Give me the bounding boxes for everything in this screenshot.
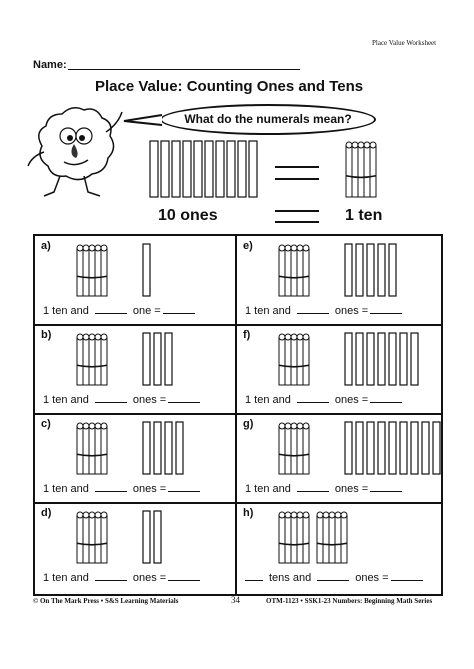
single-stick: [154, 511, 161, 563]
single-stick: [389, 422, 396, 474]
answer-start-text: 1 ten and: [245, 483, 291, 495]
ten-stick-bundle: [77, 423, 107, 474]
answer-start-text: 1 ten and: [245, 394, 291, 406]
single-stick: [249, 141, 257, 197]
problems-grid: [33, 234, 443, 596]
problem-sticks: [77, 331, 247, 389]
single-stick: [389, 244, 396, 296]
answer-start-text: 1 ten and: [43, 305, 89, 317]
mascot-illustration: [22, 96, 132, 206]
single-stick: [216, 141, 224, 197]
total-blank[interactable]: [391, 571, 423, 581]
ten-stick-bundle: [77, 512, 107, 563]
answer-line: [245, 393, 402, 406]
problem-sticks: [77, 242, 247, 300]
single-stick: [165, 422, 172, 474]
answer-start-text: 1 ten and: [43, 572, 89, 584]
single-stick: [165, 333, 172, 385]
problem-sticks: [279, 420, 449, 478]
single-stick: [227, 141, 235, 197]
total-blank[interactable]: [370, 393, 402, 403]
answer-line: [245, 571, 423, 584]
total-blank[interactable]: [168, 571, 200, 581]
answer-middle-text: ones =: [355, 572, 389, 584]
answer-middle-text: ones =: [132, 483, 167, 495]
ten-stick-bundle: [77, 245, 107, 296]
problem-cell: [237, 414, 437, 503]
ten-stick-bundle: [279, 423, 309, 474]
footer-page-number: 34: [231, 595, 240, 605]
problem-letter: h): [243, 507, 254, 519]
problem-letter: e): [243, 240, 253, 252]
single-stick: [345, 422, 352, 474]
name-label: Name:: [33, 59, 67, 71]
single-stick: [400, 422, 407, 474]
ones-blank[interactable]: [317, 571, 349, 581]
single-stick: [183, 141, 191, 197]
single-stick: [378, 422, 385, 474]
name-line: [68, 69, 300, 70]
footer-series: OTM-1123 • SSK1-23 Numbers: Beginning Math Series: [266, 597, 433, 605]
problem-cell: [237, 236, 437, 325]
ten-stick-bundle: [279, 512, 309, 563]
answer-line: [43, 571, 200, 584]
ones-blank[interactable]: [95, 304, 127, 314]
ten-bundle: [346, 141, 376, 201]
ones-text: 10 ones: [158, 207, 218, 224]
single-stick: [345, 244, 352, 296]
ten-single-sticks: [150, 141, 260, 201]
problem-letter: f): [243, 329, 251, 341]
single-stick: [205, 141, 213, 197]
total-blank[interactable]: [370, 304, 402, 314]
single-stick: [422, 422, 429, 474]
single-stick: [356, 333, 363, 385]
ones-blank[interactable]: [297, 482, 329, 492]
single-stick: [154, 422, 161, 474]
equals-bar-bottom-2: [275, 221, 319, 223]
answer-middle-text: ones =: [132, 572, 167, 584]
equals-bar-top-2: [275, 210, 319, 212]
single-stick: [367, 333, 374, 385]
single-stick: [143, 244, 150, 296]
total-blank[interactable]: [168, 482, 200, 492]
tens-blank[interactable]: [245, 571, 263, 581]
problem-sticks: [279, 509, 449, 567]
ten-stick-bundle: [77, 334, 107, 385]
problem-letter: a): [41, 240, 51, 252]
answer-line: [245, 304, 402, 317]
problem-sticks: [279, 331, 449, 389]
single-stick: [150, 141, 158, 197]
equals-bar-top: [275, 166, 319, 168]
problem-sticks: [77, 420, 247, 478]
problem-letter: b): [41, 329, 52, 341]
answer-line: [43, 482, 200, 495]
ones-blank[interactable]: [95, 393, 127, 403]
single-stick: [389, 333, 396, 385]
problem-cell: [237, 325, 437, 414]
answer-start-text: 1 ten and: [43, 483, 89, 495]
single-stick: [378, 333, 385, 385]
speech-bubble-text: What do the numerals mean?: [184, 112, 352, 126]
problem-letter: d): [41, 507, 52, 519]
single-stick: [172, 141, 180, 197]
problem-sticks: [279, 242, 449, 300]
ones-blank[interactable]: [95, 482, 127, 492]
single-stick: [367, 422, 374, 474]
answer-middle-text: ones =: [334, 305, 369, 317]
answer-line: [43, 304, 195, 317]
answer-line: [43, 393, 200, 406]
speech-bubble: [160, 104, 376, 135]
ten-stick-bundle: [317, 512, 347, 563]
single-stick: [154, 333, 161, 385]
problem-cell: [35, 503, 235, 592]
total-blank[interactable]: [370, 482, 402, 492]
single-stick: [143, 422, 150, 474]
single-stick: [411, 422, 418, 474]
ones-blank[interactable]: [297, 304, 329, 314]
single-stick: [356, 422, 363, 474]
single-stick: [345, 333, 352, 385]
problem-letter: g): [243, 418, 254, 430]
answer-start-text: 1 ten and: [245, 305, 291, 317]
answer-middle-text: ones =: [334, 394, 369, 406]
ones-blank[interactable]: [297, 393, 329, 403]
speech-bubble-tail: [124, 113, 164, 127]
single-stick: [143, 511, 150, 563]
single-stick: [161, 141, 169, 197]
answer-start-text: 1 ten and: [43, 394, 89, 406]
answer-middle-text: ones =: [334, 483, 369, 495]
single-stick: [378, 244, 385, 296]
total-blank[interactable]: [163, 304, 195, 314]
ones-blank[interactable]: [95, 571, 127, 581]
answer-middle-text: one =: [132, 305, 161, 317]
answer-line: [245, 482, 402, 495]
problem-cell: [35, 236, 235, 325]
total-blank[interactable]: [168, 393, 200, 403]
problem-letter: c): [41, 418, 51, 430]
answer-middle-text: ones =: [132, 394, 167, 406]
single-stick: [400, 333, 407, 385]
single-stick: [176, 422, 183, 474]
single-stick: [143, 333, 150, 385]
ten-stick-bundle: [279, 245, 309, 296]
problem-cell: [35, 325, 235, 414]
problem-cell: [35, 414, 235, 503]
footer-publisher: © On The Mark Press • S&S Learning Materials: [33, 597, 179, 605]
page-title: Place Value: Counting Ones and Tens: [95, 78, 364, 95]
answer-start-text: tens and: [269, 572, 312, 584]
single-stick: [194, 141, 202, 197]
single-stick: [367, 244, 374, 296]
single-stick: [433, 422, 440, 474]
single-stick: [356, 244, 363, 296]
ten-stick-bundle: [279, 334, 309, 385]
equals-bar-bottom: [275, 178, 319, 180]
ten-text: 1 ten: [345, 207, 383, 224]
problem-cell: [237, 503, 437, 592]
problem-sticks: [77, 509, 247, 567]
ten-stick-bundle: [346, 142, 376, 197]
worksheet-label: Place Value Worksheet: [372, 39, 437, 47]
single-stick: [411, 333, 418, 385]
single-stick: [238, 141, 246, 197]
